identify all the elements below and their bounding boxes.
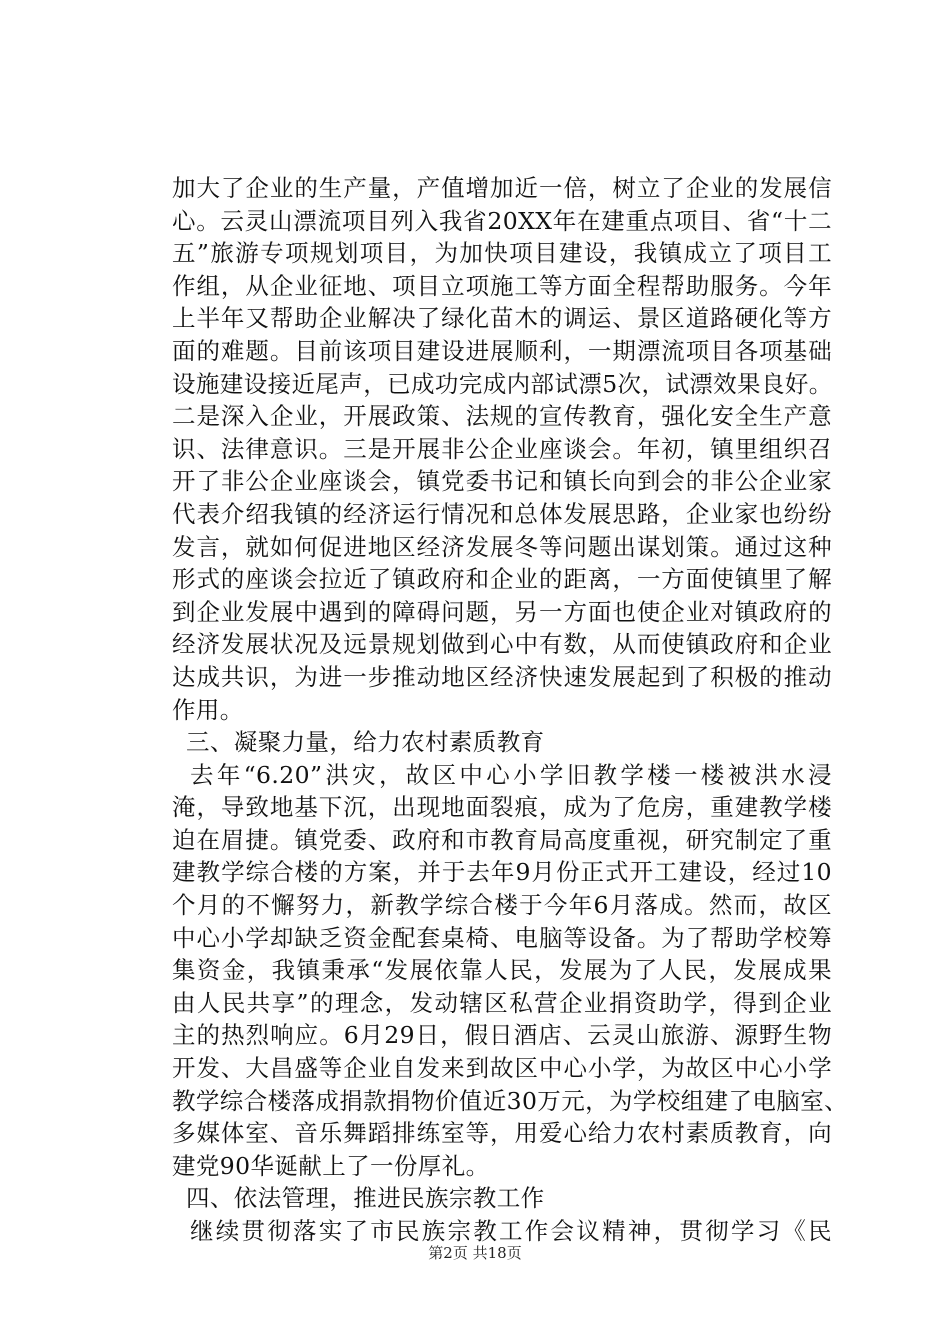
text-line: 代表介绍我镇的经济运行情况和总体发展思路，企业家也纷纷 <box>172 499 832 528</box>
text-line: 教学综合楼落成捐款捐物价值近30万元，为学校组建了电脑室、 <box>172 1086 849 1115</box>
text-line: 建教学综合楼的方案，并于去年9月份正式开工建设，经过10 <box>172 858 832 887</box>
text-line: 多媒体室、音乐舞蹈排练室等，用爱心给力农村素质教育，向 <box>172 1119 832 1148</box>
text-line: 加大了企业的生产量，产值增加近一倍，树立了企业的发展信 <box>172 174 832 202</box>
text-line: 作组，从企业征地、项目立项施工等方面全程帮助服务。今年 <box>172 271 832 300</box>
text-line: 发言，就如何促进地区经济发展冬等问题出谋划策。通过这种 <box>172 532 832 561</box>
page-indicator: 第2页 共18页 <box>428 1244 522 1262</box>
text-line: 面的难题。目前该项目建设进展顺利，一期漂流项目各项基础 <box>172 336 832 365</box>
text-line: 继续贯彻落实了市民族宗教工作会议精神，贯彻学习《民 <box>190 1217 832 1245</box>
text-line: 达成共识，为进一步推动地区经济快速发展起到了积极的推动 <box>172 662 832 691</box>
text-line: 集资金，我镇秉承“发展依靠人民，发展为了人民，发展成果 <box>172 956 832 985</box>
page-footer <box>0 1242 950 1263</box>
text-line: 中心小学却缺乏资金配套桌椅、电脑等设备。为了帮助学校筹 <box>172 923 832 952</box>
text-line: 五”旅游专项规划项目，为加快项目建设，我镇成立了项目工 <box>172 239 832 268</box>
text-line: 上半年又帮助企业解决了绿化苗木的调运、景区道路硬化等方 <box>172 304 832 333</box>
section-heading: 三、凝聚力量，给力农村素质教育 <box>186 728 545 757</box>
section-heading: 四、依法管理，推进民族宗教工作 <box>186 1184 545 1213</box>
text-line: 到企业发展中遇到的障碍问题，另一方面也使企业对镇政府的 <box>172 597 832 626</box>
text-line: 迫在眉捷。镇党委、政府和市教育局高度重视，研究制定了重 <box>172 825 832 854</box>
text-line: 作用。 <box>172 695 244 724</box>
text-line: 淹，导致地基下沉，出现地面裂痕，成为了危房，重建教学楼 <box>172 793 832 822</box>
text-line: 个月的不懈努力，新教学综合楼于今年6月落成。然而，故区 <box>172 891 832 920</box>
text-line: 形式的座谈会拉近了镇政府和企业的距离，一方面使镇里了解 <box>172 565 832 594</box>
text-line: 由人民共享”的理念，发动辖区私营企业捐资助学，得到企业 <box>172 988 832 1017</box>
text-line: 设施建设接近尾声，已成功完成内部试漂5次，试漂效果良好。 <box>172 369 833 398</box>
text-line: 二是深入企业，开展政策、法规的宣传教育，强化安全生产意 <box>172 402 832 431</box>
text-line: 去年“6.20”洪灾，故区中心小学旧教学楼一楼被洪水浸 <box>190 760 832 789</box>
text-line: 识、法律意识。三是开展非公企业座谈会。年初，镇里组织召 <box>172 434 832 463</box>
text-line: 开了非公企业座谈会，镇党委书记和镇长向到会的非公企业家 <box>172 467 832 496</box>
text-line: 经济发展状况及远景规划做到心中有数，从而使镇政府和企业 <box>172 630 832 659</box>
text-line: 心。云灵山漂流项目列入我省20XX年在建重点项目、省“十二 <box>172 206 832 235</box>
text-line: 建党90华诞献上了一份厚礼。 <box>172 1151 490 1180</box>
text-line: 主的热烈响应。6月29日，假日酒店、云灵山旅游、源野生物 <box>172 1021 832 1050</box>
text-line: 开发、大昌盛等企业自发来到故区中心小学，为故区中心小学 <box>172 1054 832 1083</box>
document-body <box>172 172 849 1248</box>
